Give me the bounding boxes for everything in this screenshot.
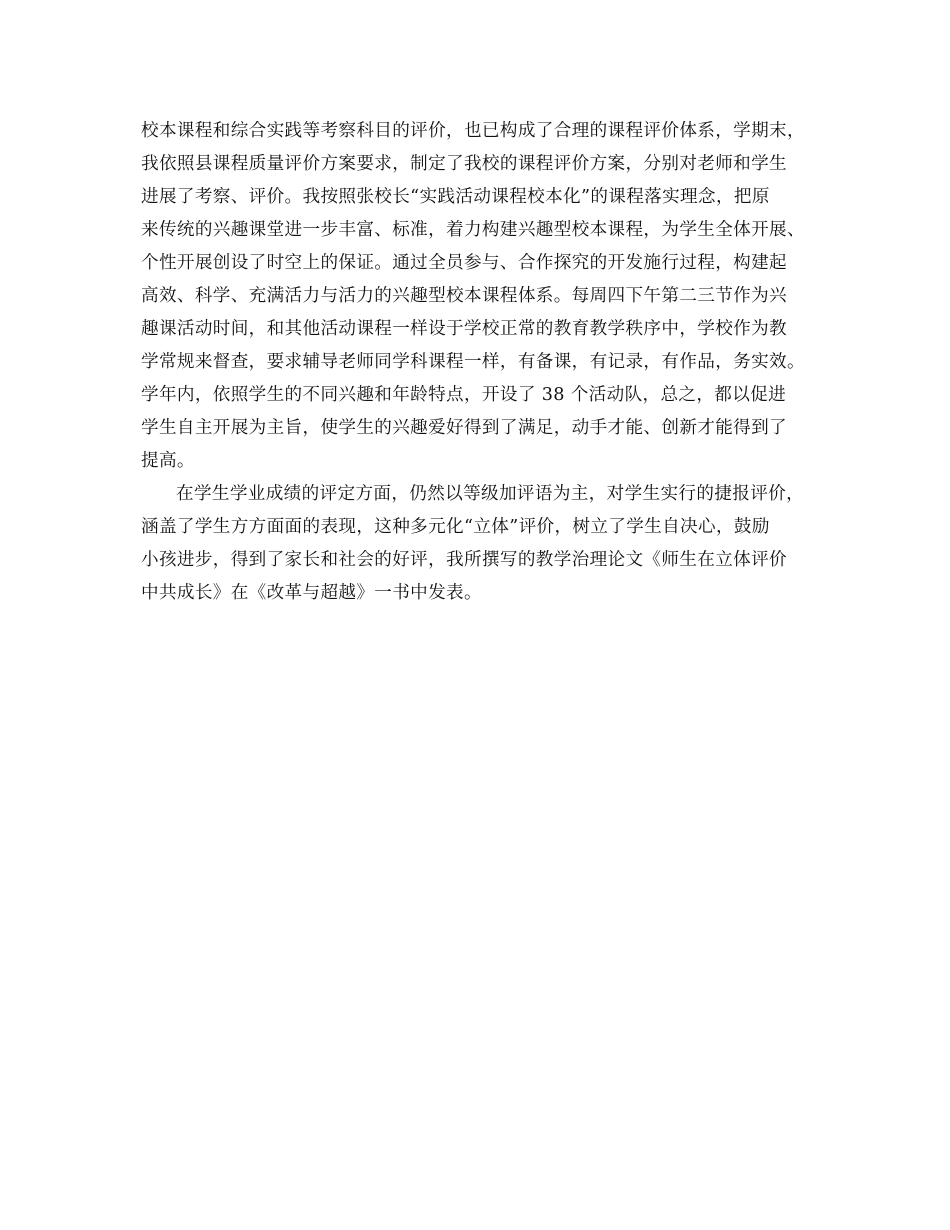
document-body xyxy=(141,115,831,610)
paragraph-1 xyxy=(141,115,831,478)
text-line: 个性开展创设了时空上的保证。通过全员参与、合作探究的开发施行过程，构建起 xyxy=(141,253,787,273)
text-line: 涵盖了学生方方面面的表现，这种多元化“立体”评价，树立了学生自决心，鼓励 xyxy=(141,517,770,537)
text-line: 进展了考察、评价。我按照张校长“实践活动课程校本化”的课程落实理念，把原 xyxy=(141,187,770,207)
text-line: 中共成长》在《改革与超越》一书中发表。 xyxy=(141,583,482,603)
text-line: 在学生学业成绩的评定方面，仍然以等级加评语为主，对学生实行的捷报评价， xyxy=(176,484,805,504)
paragraph-2 xyxy=(141,478,831,610)
text-line: 趣课活动时间，和其他活动课程一样设于学校正常的教育教学秩序中，学校作为教 xyxy=(141,319,787,339)
text-line: 学年内，依照学生的不同兴趣和年龄特点，开设了 38 个活动队，总之，都以促进 xyxy=(141,385,787,405)
text-line: 高效、科学、充满活力与活力的兴趣型校本课程体系。每周四下午第二三节作为兴 xyxy=(141,286,787,306)
text-line: 学常规来督查，要求辅导老师同学科课程一样，有备课，有记录，有作品，务实效。 xyxy=(141,352,805,372)
text-line: 我依照县课程质量评价方案要求，制定了我校的课程评价方案，分别对老师和学生 xyxy=(141,154,787,174)
text-line: 学生自主开展为主旨，使学生的兴趣爱好得到了满足，动手才能、创新才能得到了 xyxy=(141,418,787,438)
text-line: 校本课程和综合实践等考察科目的评价，也已构成了合理的课程评价体系，学期末， xyxy=(141,121,805,141)
text-line: 提高。 xyxy=(141,451,195,471)
text-line: 小孩进步，得到了家长和社会的好评，我所撰写的教学治理论文《师生在立体评价 xyxy=(141,550,787,570)
text-line: 来传统的兴趣课堂进一步丰富、标准，着力构建兴趣型校本课程，为学生全体开展、 xyxy=(141,220,805,240)
